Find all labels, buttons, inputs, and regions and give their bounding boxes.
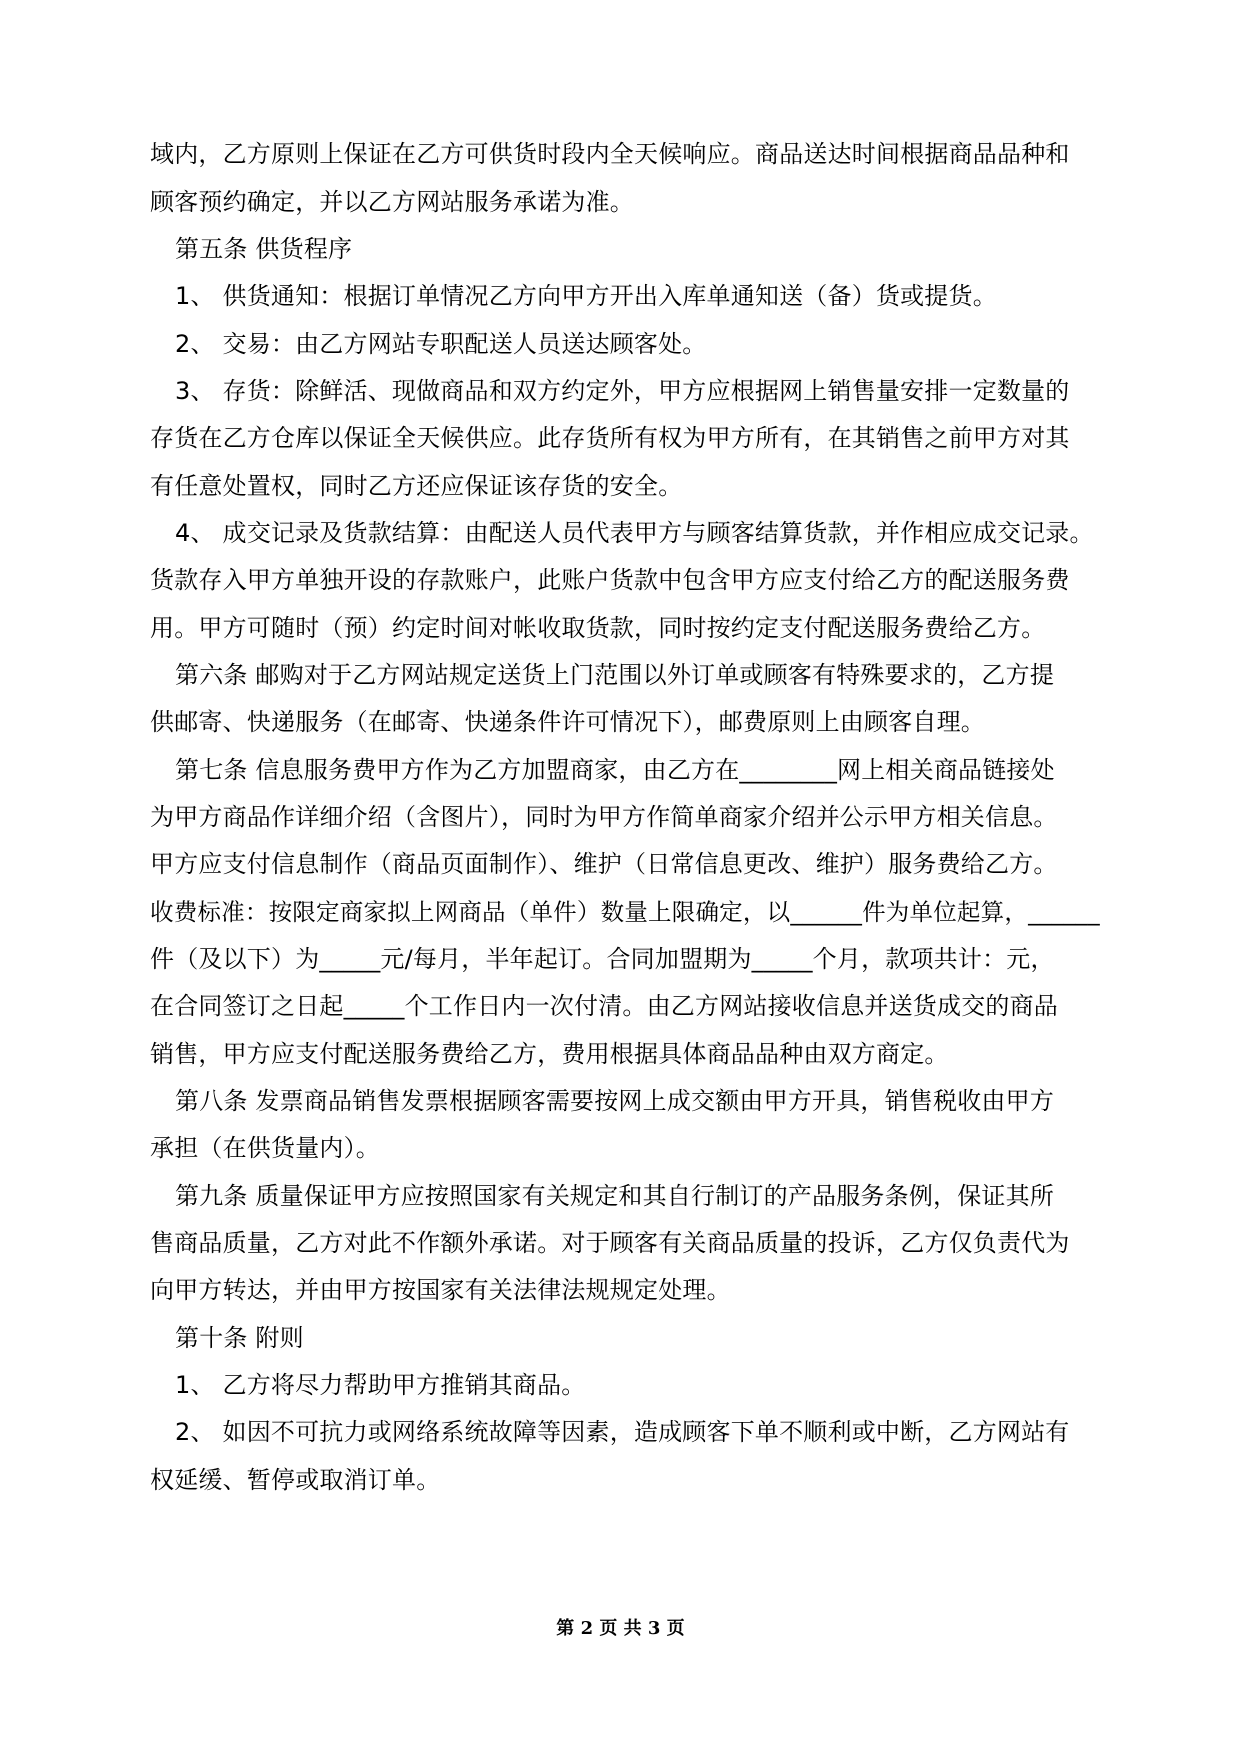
section-heading: 第十条 附则 <box>175 1324 304 1352</box>
paragraph-line: 货款存入甲方单独开设的存款账户，此账户货款中包含甲方应支付给乙方的配送服务费 <box>150 566 1070 594</box>
paragraph-line: 甲方应支付信息制作（商品页面制作）、维护（日常信息更改、维护）服务费给乙方。 <box>150 850 1058 878</box>
article-paragraph: 第九条 质量保证甲方应按照国家有关规定和其自行制订的产品服务条例，保证其所 <box>175 1182 1055 1210</box>
paragraph-line: 顾客预约确定，并以乙方网站服务承诺为准。 <box>150 188 634 216</box>
section-heading: 第五条 供货程序 <box>175 235 353 263</box>
paragraph-line: 有任意处置权，同时乙方还应保证该存货的安全。 <box>150 472 683 500</box>
list-item: 2、 交易：由乙方网站专职配送人员送达顾客处。 <box>175 330 707 358</box>
paragraph-line: 供邮寄、快递服务（在邮寄、快递条件许可情况下），邮费原则上由顾客自理。 <box>150 708 985 736</box>
paragraph-line: 域内，乙方原则上保证在乙方可供货时段内全天候响应。商品送达时间根据商品品种和 <box>150 140 1070 168</box>
paragraph-line: 销售，甲方应支付配送服务费给乙方，费用根据具体商品品种由双方商定。 <box>150 1040 949 1068</box>
article-paragraph: 第八条 发票商品销售发票根据顾客需要按网上成交额由甲方开具，销售税收由甲方 <box>175 1087 1055 1115</box>
paragraph-line: 权延缓、暂停或取消订单。 <box>150 1466 441 1494</box>
paragraph-line: 承担（在供货量内）。 <box>150 1134 380 1162</box>
page-number-footer: 第 2 页 共 3 页 <box>556 1618 685 1639</box>
paragraph-line: 存货在乙方仓库以保证全天候供应。此存货所有权为甲方所有，在其销售之前甲方对其 <box>150 424 1070 452</box>
paragraph-line: 件（及以下）为_____元/每月，半年起订。合同加盟期为_____个月，款项共计：元， <box>150 945 1055 973</box>
list-item: 2、 如因不可抗力或网络系统故障等因素，造成顾客下单不顺利或中断，乙方网站有 <box>175 1418 1070 1446</box>
article-paragraph: 第六条 邮购对于乙方网站规定送货上门范围以外订单或顾客有特殊要求的，乙方提 <box>175 661 1055 689</box>
list-item: 4、 成交记录及货款结算：由配送人员代表甲方与顾客结算货款，并作相应成交记录。 <box>175 519 1094 547</box>
paragraph-line: 在合同签订之日起_____个工作日内一次付清。由乙方网站接收信息并送货成交的商品 <box>150 992 1058 1020</box>
paragraph-line: 收费标准：按限定商家拟上网商品（单件）数量上限确定，以______件为单位起算，______ <box>150 898 1100 926</box>
paragraph-line: 为甲方商品作详细介绍（含图片），同时为甲方作简单商家介绍并公示甲方相关信息。 <box>150 803 1058 831</box>
list-item: 1、 供货通知：根据订单情况乙方向甲方开出入库单通知送（备）货或提货。 <box>175 282 997 310</box>
paragraph-line: 用。甲方可随时（预）约定时间对帐收取货款，同时按约定支付配送服务费给乙方。 <box>150 614 1046 642</box>
list-item: 1、 乙方将尽力帮助甲方推销其商品。 <box>175 1371 586 1399</box>
paragraph-line: 售商品质量，乙方对此不作额外承诺。对于顾客有关商品质量的投诉，乙方仅负责代为 <box>150 1229 1070 1257</box>
list-item: 3、 存货：除鲜活、现做商品和双方约定外，甲方应根据网上销售量安排一定数量的 <box>175 377 1070 405</box>
paragraph-line: 向甲方转达，并由甲方按国家有关法律法规规定处理。 <box>150 1276 731 1304</box>
article-paragraph: 第七条 信息服务费甲方作为乙方加盟商家，由乙方在________网上相关商品链接处 <box>175 756 1055 784</box>
